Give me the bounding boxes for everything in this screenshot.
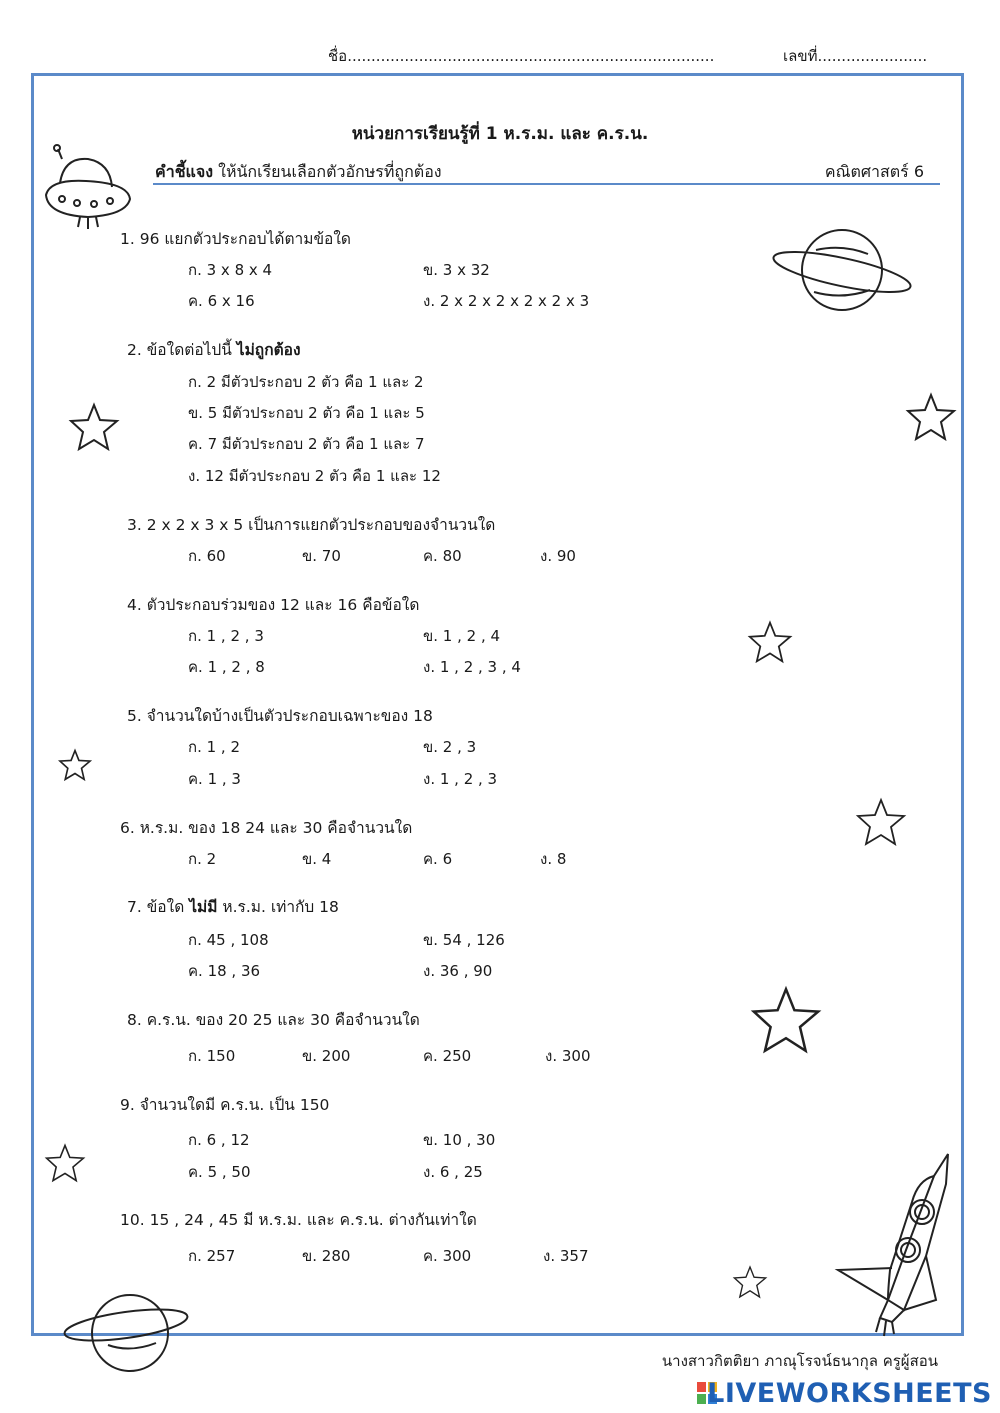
star-icon (729, 1265, 771, 1299)
question-2-emphasis: ไม่ถูกต้อง (236, 341, 301, 359)
option-2b[interactable]: ข. 5 มีตัวประกอบ 2 ตัว คือ 1 และ 5 (188, 404, 425, 422)
option-1c[interactable]: ค. 6 x 16 (188, 292, 255, 310)
star-icon (43, 1143, 87, 1183)
option-5d[interactable]: ง. 1 , 2 , 3 (423, 770, 498, 788)
question-8: 8. ค.ร.น. ของ 20 25 และ 30 คือจำนวนใด (127, 1011, 420, 1029)
brand-wordmark: LIVEWORKSHEETS (707, 1378, 992, 1409)
option-10b[interactable]: ข. 280 (302, 1247, 351, 1265)
option-6b[interactable]: ข. 4 (302, 850, 332, 868)
question-7 (127, 894, 339, 919)
question-9: 9. จำนวนใดมี ค.ร.น. เป็น 150 (120, 1096, 330, 1114)
option-6c[interactable]: ค. 6 (423, 850, 453, 868)
option-9a[interactable]: ก. 6 , 12 (188, 1131, 250, 1149)
option-8c[interactable]: ค. 250 (423, 1047, 472, 1065)
option-1b[interactable]: ข. 3 x 32 (423, 261, 490, 279)
option-5b[interactable]: ข. 2 , 3 (423, 738, 477, 756)
option-6a[interactable]: ก. 2 (188, 850, 217, 868)
planet-icon (60, 1285, 190, 1385)
option-10d[interactable]: ง. 357 (543, 1247, 589, 1265)
option-8b[interactable]: ข. 200 (302, 1047, 351, 1065)
divider (153, 183, 940, 185)
option-9d[interactable]: ง. 6 , 25 (423, 1163, 483, 1181)
option-8a[interactable]: ก. 150 (188, 1047, 236, 1065)
planet-icon (770, 220, 915, 320)
option-9c[interactable]: ค. 5 , 50 (188, 1163, 251, 1181)
star-icon (68, 402, 120, 452)
name-field[interactable]: ชื่อ............................................................................. (328, 47, 715, 65)
page-title: หน่วยการเรียนรู้ที่ 1 ห.ร.ม. และ ค.ร.น. (351, 124, 649, 144)
option-7c[interactable]: ค. 18 , 36 (188, 962, 261, 980)
question-1: 1. 96 แยกตัวประกอบได้ตามข้อใด (120, 230, 352, 248)
rocket-icon (830, 1150, 955, 1340)
option-3d[interactable]: ง. 90 (540, 547, 576, 565)
teacher-name: นางสาวกิตติยา ภาณุโรจน์ธนากุล ครูผู้สอน (661, 1352, 938, 1370)
option-5c[interactable]: ค. 1 , 3 (188, 770, 241, 788)
question-5: 5. จำนวนใดบ้างเป็นตัวประกอบเฉพาะของ 18 (127, 707, 433, 725)
option-2d[interactable]: ง. 12 มีตัวประกอบ 2 ตัว คือ 1 และ 12 (188, 467, 441, 485)
question-2 (127, 337, 301, 362)
option-4d[interactable]: ง. 1 , 2 , 3 , 4 (423, 658, 521, 676)
option-9b[interactable]: ข. 10 , 30 (423, 1131, 496, 1149)
subject-label: คณิตศาสตร์ 6 (824, 162, 924, 181)
option-3a[interactable]: ก. 60 (188, 547, 226, 565)
option-4a[interactable]: ก. 1 , 2 , 3 (188, 627, 264, 645)
option-4c[interactable]: ค. 1 , 2 , 8 (188, 658, 265, 676)
option-2c[interactable]: ค. 7 มีตัวประกอบ 2 ตัว คือ 1 และ 7 (188, 435, 425, 453)
option-8d[interactable]: ง. 300 (545, 1047, 591, 1065)
option-6d[interactable]: ง. 8 (540, 850, 567, 868)
option-7b[interactable]: ข. 54 , 126 (423, 931, 505, 949)
star-icon (747, 620, 793, 664)
option-1d[interactable]: ง. 2 x 2 x 2 x 2 x 2 x 3 (423, 292, 590, 310)
star-icon (58, 748, 92, 782)
option-10c[interactable]: ค. 300 (423, 1247, 472, 1265)
question-7-suffix: ห.ร.ม. เท่ากับ 18 (217, 898, 339, 916)
instruction-text: ให้นักเรียนเลือกตัวอักษรที่ถูกต้อง (213, 162, 442, 181)
question-3: 3. 2 x 2 x 3 x 5 เป็นการแยกตัวประกอบของจำนวนใด (127, 516, 496, 534)
option-7d[interactable]: ง. 36 , 90 (423, 962, 493, 980)
question-6: 6. ห.ร.ม. ของ 18 24 และ 30 คือจำนวนใด (120, 819, 413, 837)
instruction (155, 160, 442, 185)
star-icon (905, 392, 957, 442)
option-2a[interactable]: ก. 2 มีตัวประกอบ 2 ตัว คือ 1 และ 2 (188, 373, 424, 391)
question-4: 4. ตัวประกอบร่วมของ 12 และ 16 คือข้อใด (127, 596, 420, 614)
ufo-icon (40, 143, 135, 233)
option-1a[interactable]: ก. 3 x 8 x 4 (188, 261, 273, 279)
question-2-text: 2. ข้อใดต่อไปนี้ (127, 341, 237, 359)
question-7-prefix: 7. ข้อใด (127, 898, 190, 916)
option-3c[interactable]: ค. 80 (423, 547, 462, 565)
star-icon (748, 985, 824, 1055)
option-3b[interactable]: ข. 70 (302, 547, 341, 565)
option-4b[interactable]: ข. 1 , 2 , 4 (423, 627, 501, 645)
star-icon (848, 797, 914, 847)
option-5a[interactable]: ก. 1 , 2 (188, 738, 241, 756)
question-7-emphasis: ไม่มี (189, 898, 218, 916)
number-field[interactable]: เลขที่....................... (783, 47, 928, 65)
option-7a[interactable]: ก. 45 , 108 (188, 931, 269, 949)
question-10: 10. 15 , 24 , 45 มี ห.ร.ม. และ ค.ร.น. ต่างกันเท่าใด (120, 1211, 477, 1229)
instruction-label: คำชี้แจง (155, 162, 214, 181)
option-10a[interactable]: ก. 257 (188, 1247, 236, 1265)
